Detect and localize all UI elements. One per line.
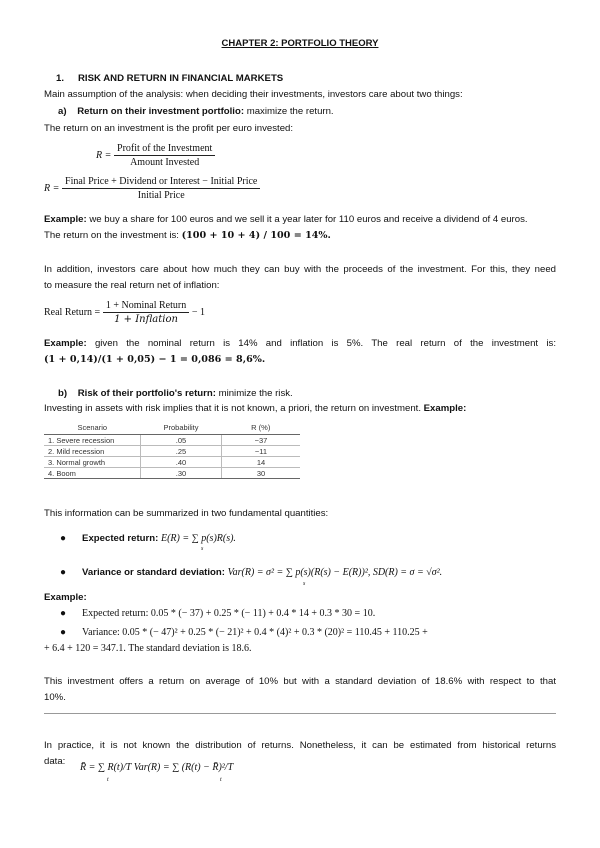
bullet-variance	[60, 567, 442, 578]
formula-tail: − 1	[191, 307, 206, 319]
bullet-icon: ●	[60, 567, 67, 578]
table-cell: −11	[222, 446, 301, 457]
item-a-heading: Return on their investment portfolio:	[77, 106, 245, 117]
bullet-label: Expected return:	[82, 533, 159, 544]
inflation-text-2: to measure the real return net of inflation:	[44, 280, 220, 291]
table-cell: .40	[141, 457, 222, 468]
bullet-expected-return	[60, 533, 236, 544]
example-result-label: The return on the investment is:	[44, 230, 182, 241]
formula-fraction	[114, 143, 215, 168]
intro-text: Main assumption of the analysis: when deciding their investments, investors care about two things:	[44, 89, 463, 100]
table-cell: 30	[222, 468, 301, 479]
formula-fraction	[62, 176, 260, 201]
table-header: R (%)	[222, 420, 301, 435]
divider	[44, 713, 556, 714]
example-1-result	[44, 230, 331, 241]
scenario-table	[44, 420, 300, 479]
table-cell: 14	[222, 457, 301, 468]
example-3-expected	[60, 608, 375, 619]
item-a-label: a)	[58, 106, 67, 117]
example-3-variance-cont: + 6.4 + 120 = 347.1. The standard deviation is 18.6.	[44, 643, 252, 654]
sum-subscript: s	[201, 546, 204, 552]
variance-calc: Variance: 0.05 * (− 47)² + 0.25 * (− 21)² + 0.4 * (4)² + 0.3 * (20)² = 110.45 + 110.25 +	[82, 627, 428, 638]
table-row	[44, 446, 300, 457]
sum-subscript: s	[303, 581, 306, 587]
table-cell: .05	[141, 435, 222, 446]
section-number: 1.	[56, 73, 65, 84]
expected-calc: Expected return: 0.05 * (− 37) + 0.25 * (− 11) + 0.4 * 14 + 0.3 * 30 = 10.	[82, 608, 376, 619]
table-row	[44, 457, 300, 468]
risk-example-label: Example:	[423, 403, 467, 414]
table-cell: .30	[141, 468, 222, 479]
risk-intro-text: Investing in assets with risk implies that it is not known, a priori, the return on investment.	[44, 403, 424, 414]
table-cell: 4. Boom	[44, 468, 141, 479]
bullet-icon: ●	[60, 627, 67, 638]
page-title: CHAPTER 2: PORTFOLIO THEORY	[221, 38, 379, 49]
example-text: we buy a share for 100 euros and we sell it a year later for 110 euros and receive a dividend of 4 euros.	[86, 214, 528, 225]
bullet-icon: ●	[60, 533, 67, 544]
table-row	[44, 435, 300, 446]
formula-real-return	[44, 300, 205, 325]
example-2-calc: (1 + 0,14)/(1 + 0,05) − 1 = 0,086 = 8,6%.	[44, 354, 266, 365]
item-a-text: maximize the return.	[244, 106, 334, 117]
formula-numerator: Profit of the Investment	[114, 143, 215, 156]
summary-text: This information can be summarized in two fundamental quantities:	[44, 508, 329, 519]
formula-denominator: 1 + Inflation	[114, 314, 178, 325]
item-b-text: minimize the risk.	[215, 388, 293, 399]
table-cell: 3. Normal growth	[44, 457, 141, 468]
formula-denominator: Initial Price	[137, 190, 185, 201]
return-definition: The return on an investment is the profit per euro invested:	[44, 123, 294, 134]
table-cell: .25	[141, 446, 222, 457]
formula-denominator: Amount Invested	[130, 157, 200, 168]
formula-lhs: R =	[44, 183, 60, 195]
formula-numerator: Final Price + Dividend or Interest − Initial Price	[62, 176, 260, 189]
table-cell: 2. Mild recession	[44, 446, 141, 457]
section-heading: RISK AND RETURN IN FINANCIAL MARKETS	[78, 73, 284, 84]
sum-subscript: t	[107, 777, 109, 783]
bullet-formula: Var(R) = σ² = ∑ p(s)(R(s) − E(R))², SD(R) = σ = √σ².	[227, 567, 443, 578]
item-b	[58, 388, 293, 399]
formula-fraction	[103, 300, 189, 325]
formula-lhs: R =	[96, 150, 112, 162]
example-3-variance	[60, 627, 428, 638]
item-b-heading: Risk of their portfolio's return:	[77, 388, 216, 399]
historical-formula: R̄ = ∑ R(t)/T Var(R) = ∑ (R(t) − R̄)²/T	[80, 762, 234, 773]
example-3-label: Example:	[44, 592, 87, 603]
example-text: given the nominal return is 14% and inflation is 5%. The real return of the investment is:	[86, 338, 556, 349]
example-1	[44, 214, 528, 225]
item-a	[58, 106, 334, 117]
conclusion-line-1: This investment offers a return on average of 10% but with a standard deviation of 18.6% with respect to that	[44, 676, 556, 687]
table-cell: 1. Severe recession	[44, 435, 141, 446]
practice-line-1: In practice, it is not known the distribution of returns. Nonetheless, it can be estimated from historical returns	[44, 740, 556, 751]
example-label: Example:	[44, 214, 87, 225]
formula-numerator: 1 + Nominal Return	[103, 300, 189, 313]
practice-line-2: data:	[44, 756, 66, 767]
formula-return-full	[44, 176, 260, 201]
item-b-label: b)	[58, 388, 68, 399]
table-cell: −37	[222, 435, 301, 446]
table-row	[44, 468, 300, 479]
risk-intro	[44, 403, 466, 414]
table-header: Scenario	[44, 420, 141, 435]
bullet-label: Variance or standard deviation:	[82, 567, 225, 578]
formula-return-simple	[96, 143, 215, 168]
formula-lhs: Real Return =	[44, 307, 101, 319]
example-label: Example:	[44, 338, 87, 349]
bullet-formula: E(R) = ∑ p(s)R(s).	[160, 533, 236, 544]
example-calc: (100 + 10 + 4) / 100 = 14%.	[181, 230, 331, 241]
inflation-text-1: In addition, investors care about how much they can buy with the proceeds of the investment. For this, they need	[44, 264, 556, 275]
bullet-icon: ●	[60, 608, 67, 619]
sum-subscript: t	[220, 777, 222, 783]
table-header: Probability	[141, 420, 222, 435]
conclusion-line-2: 10%.	[44, 692, 66, 703]
example-2	[44, 338, 556, 349]
